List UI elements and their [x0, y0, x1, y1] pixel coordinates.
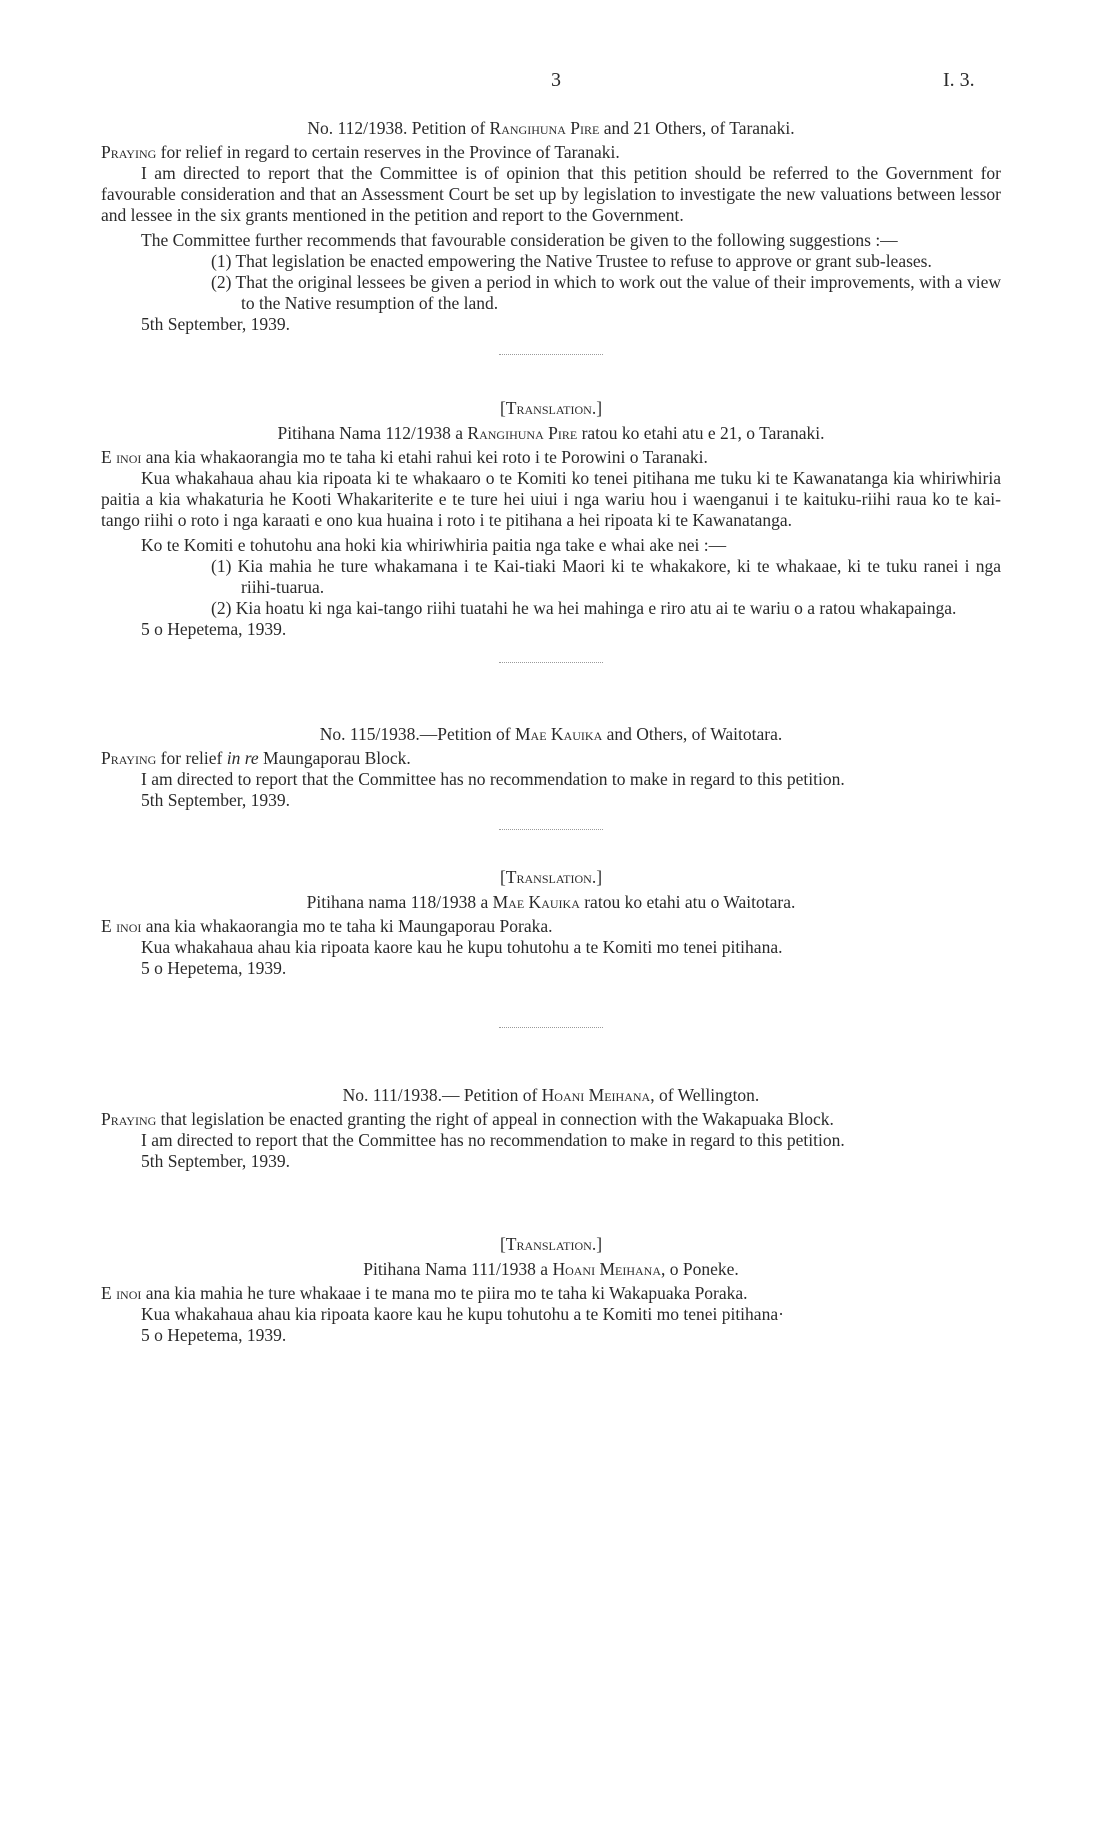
- translation-label: [Translation.]: [499, 1234, 603, 1254]
- document-body: [101, 118, 1001, 1346]
- petitioner-name: Mae Kauika: [492, 892, 580, 912]
- translation-label: [Translation.]: [499, 867, 603, 887]
- date-line: 5 o Hepetema, 1939.: [141, 1325, 287, 1345]
- section-title: No. 115/1938.—Petition of Mae Kauika and Others, of Waitotara.: [319, 724, 783, 744]
- suggestion-item: (1) That legislation be enacted empowering the Native Trustee to refuse to approve or grant sub-leases.: [211, 251, 932, 271]
- translation-label: [Translation.]: [499, 398, 603, 418]
- praying-paragraph: E inoi ana kia whakaorangia mo te taha ki etahi rahui kei roto i te Porowini o Taranaki.: [101, 447, 708, 467]
- translation-111-1938: [101, 1234, 1001, 1346]
- report-paragraph: Kua whakahaua ahau kia ripoata ki te whakaaro o te Komiti ko tenei pitihana me tuku ki te Kawanatanga kia whiriwhiria paitia a kia whakaturia he Kooti Whakariterite e te ture hei uiui i nga wariu hou i waenganui i te kaituku-riihi raua ko te kai-tango riihi o roto i nga karaati e ono kua huaina i roto i te pitihana a hei ripoata ki te Kawanatanga.: [101, 468, 1001, 530]
- suggestion-item: (1) Kia mahia he ture whakamana i te Kai-tiaki Maori ki te whakakore, ki te whakaae, ki te tuku ranei i nga riihi-tuarua.: [211, 556, 1001, 597]
- section-title: Pitihana nama 118/1938 a Mae Kauika ratou ko etahi atu o Waitotara.: [306, 892, 796, 912]
- date-line: 5th September, 1939.: [141, 1151, 290, 1171]
- section-divider: [499, 1027, 603, 1029]
- report-paragraph: I am directed to report that the Committee has no recommendation to make in regard to this petition.: [141, 1130, 845, 1150]
- petition-112-1938: [101, 118, 1001, 335]
- petitioner-name: Mae Kauika: [515, 724, 603, 744]
- date-line: 5 o Hepetema, 1939.: [141, 958, 287, 978]
- date-line: 5th September, 1939.: [141, 314, 290, 334]
- recommendation-paragraph: Ko te Komiti e tohutohu ana hoki kia whiriwhiria paitia nga take e whai ake nei :—: [141, 535, 727, 555]
- section-title: No. 112/1938. Petition of Rangihuna Pire and 21 Others, of Taranaki.: [307, 118, 795, 138]
- petitioner-name: Hoani Meihana: [552, 1259, 661, 1279]
- praying-paragraph: E inoi ana kia whakaorangia mo te taha ki Maungaporau Poraka.: [101, 916, 553, 936]
- date-line: 5 o Hepetema, 1939.: [141, 619, 287, 639]
- petitioner-name: Rangihuna Pire: [467, 423, 578, 443]
- praying-paragraph: E inoi ana kia mahia he ture whakaae i te mana mo te piira mo te taha ki Wakapuaka Poraka.: [101, 1283, 748, 1303]
- report-paragraph: Kua whakahaua ahau kia ripoata kaore kau he kupu tohutohu a te Komiti mo tenei pitihana.: [141, 937, 783, 957]
- petition-115-1938: [101, 724, 1001, 811]
- section-divider: [499, 662, 603, 664]
- section-title: Pitihana Nama 112/1938 a Rangihuna Pire ratou ko etahi atu e 21, o Taranaki.: [277, 423, 825, 443]
- section-spacer: [499, 1196, 603, 1198]
- petitioner-name: Rangihuna Pire: [489, 118, 600, 138]
- date-line: 5th September, 1939.: [141, 790, 290, 810]
- section-divider: [499, 354, 603, 356]
- recommendation-paragraph: The Committee further recommends that favourable consideration be given to the following suggestions :—: [141, 230, 898, 250]
- petitioner-name: Hoani Meihana: [541, 1085, 651, 1105]
- page-number: 3: [551, 69, 561, 91]
- praying-paragraph: Praying that legislation be enacted granting the right of appeal in connection with the Wakapuaka Block.: [101, 1109, 834, 1129]
- suggestion-item: (2) Kia hoatu ki nga kai-tango riihi tuatahi he wa hei mahinga e riro atu ai te wariu o a ratou whakapainga.: [211, 598, 957, 618]
- document-reference: I. 3.: [943, 69, 975, 91]
- translation-118-1938: [101, 867, 1001, 979]
- section-divider: [499, 829, 603, 831]
- section-title: No. 111/1938.— Petition of Hoani Meihana, of Wellington.: [342, 1085, 760, 1105]
- petition-111-1938: [101, 1085, 1001, 1172]
- report-paragraph: I am directed to report that the Committee has no recommendation to make in regard to this petition.: [141, 769, 845, 789]
- report-paragraph: Kua whakahaua ahau kia ripoata kaore kau he kupu tohutohu a te Komiti mo tenei pitihana·: [141, 1304, 784, 1324]
- report-paragraph: I am directed to report that the Committee is of opinion that this petition should be referred to the Government for favourable consideration and that an Assessment Court be set up by legislation to investigate the new valuations between lessor and lessee in the six grants mentioned in the petition and report to the Government.: [101, 163, 1001, 225]
- praying-paragraph: Praying for relief in regard to certain reserves in the Province of Taranaki.: [101, 142, 620, 162]
- suggestion-item: (2) That the original lessees be given a period in which to work out the value of their improvements, with a view to the Native resumption of the land.: [211, 272, 1001, 313]
- translation-112-1938: [101, 398, 1001, 640]
- praying-paragraph: Praying for relief in re Maungaporau Block.: [101, 748, 411, 768]
- section-title: Pitihana Nama 111/1938 a Hoani Meihana, o Poneke.: [363, 1259, 739, 1279]
